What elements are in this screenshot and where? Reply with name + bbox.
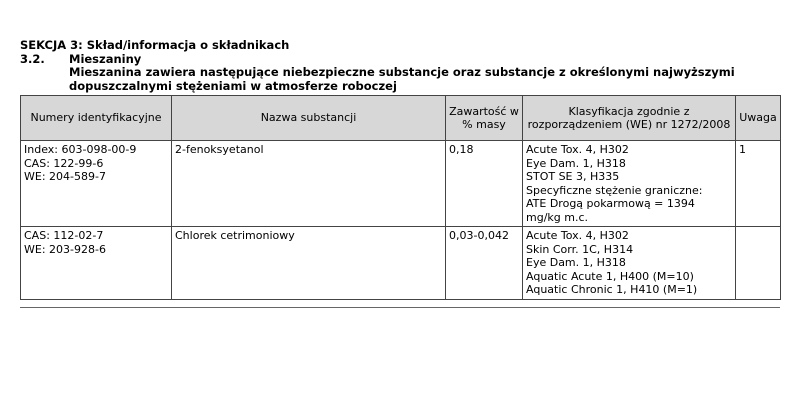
cell-content: 0,03-0,042 xyxy=(446,227,523,300)
subsection-heading xyxy=(20,52,780,66)
classification-line: Eye Dam. 1, H318 xyxy=(526,256,626,269)
cell-classification xyxy=(523,141,736,227)
cell-note: 1 xyxy=(736,141,781,227)
classification-line: Acute Tox. 4, H302 xyxy=(526,229,629,242)
id-line: CAS: 112-02-7 xyxy=(24,229,104,242)
cell-name: Chlorek cetrimoniowy xyxy=(172,227,446,300)
subsection-title: Mieszaniny xyxy=(69,52,142,66)
cell-content: 0,18 xyxy=(446,141,523,227)
table-row xyxy=(21,141,781,227)
classification-line: Aquatic Chronic 1, H410 (M=1) xyxy=(526,283,698,296)
header-content: Zawartość w % masy xyxy=(446,96,523,141)
classification-line: Aquatic Acute 1, H400 (M=10) xyxy=(526,269,694,283)
header-name: Nazwa substancji xyxy=(172,96,446,141)
classification-line: Skin Corr. 1C, H314 xyxy=(526,242,634,256)
id-line: Index: 603-098-00-9 xyxy=(24,143,137,156)
id-line: WE: 203-928-6 xyxy=(24,242,106,256)
classification-line: Acute Tox. 4, H302 xyxy=(526,143,629,156)
section-divider xyxy=(20,307,780,308)
section-title: SEKCJA 3: Skład/informacja o składnikach xyxy=(20,38,290,52)
classification-line: ATE Drogą pokarmową = 1394 mg/kg m.c. xyxy=(526,197,695,224)
table-header-row xyxy=(21,96,781,141)
cell-ids xyxy=(21,227,172,300)
classification-line: Eye Dam. 1, H318 xyxy=(526,156,626,170)
header-ids: Numery identyfikacyjne xyxy=(21,96,172,141)
substances-table xyxy=(20,95,781,300)
header-note: Uwaga xyxy=(736,96,781,141)
subsection-number: 3.2. xyxy=(20,52,45,66)
id-line: WE: 204-589-7 xyxy=(24,170,106,183)
classification-line: Specyficzne stężenie graniczne: xyxy=(526,183,703,197)
cell-classification xyxy=(523,227,736,300)
cell-note xyxy=(736,227,781,300)
table-row xyxy=(21,227,781,300)
cell-name: 2-fenoksyetanol xyxy=(172,141,446,227)
cell-ids xyxy=(21,141,172,227)
classification-line: STOT SE 3, H335 xyxy=(526,170,620,183)
document-body xyxy=(20,38,780,308)
id-line: CAS: 122-99-6 xyxy=(24,156,104,170)
header-classification: Klasyfikacja zgodnie z rozporządzeniem (WE) nr 1272/2008 xyxy=(523,96,736,141)
subsection-description: Mieszanina zawiera następujące niebezpieczne substancje oraz substancje z określonymi najwyższymi dopuszczalnymi stężeniami w atmosferze roboczej xyxy=(69,65,735,93)
